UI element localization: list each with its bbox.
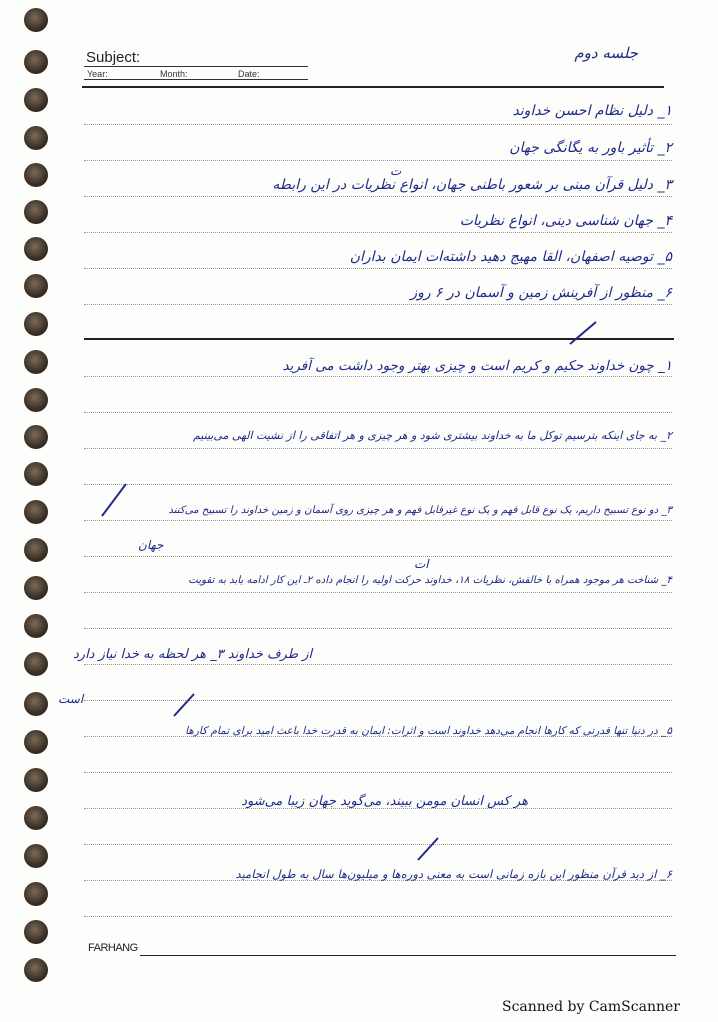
binding-hole — [24, 388, 48, 412]
answer-item: هر کس انسان مومن ببیند، می‌گوید جهان زیبا می‌شود — [241, 794, 528, 809]
question-item: ۵_ توصیه اصفهان، القا مهیج دهید داشته‌ات ایمان بداران — [349, 249, 672, 265]
date-label: Date: — [238, 69, 260, 79]
tick-mark — [170, 690, 200, 718]
binding-hole — [24, 163, 48, 187]
ruled-line — [84, 448, 672, 449]
header-rule — [82, 86, 664, 88]
binding-hole — [24, 730, 48, 754]
tick-mark — [566, 318, 606, 348]
notebook-brand: FARHANG — [88, 942, 138, 954]
margin-note: است — [58, 692, 84, 706]
ruled-line — [84, 304, 672, 305]
margin-note: ات — [414, 557, 429, 571]
binding-hole — [24, 958, 48, 982]
binding-hole — [24, 614, 48, 638]
binding-hole — [24, 200, 48, 224]
answer-item: ۲_ به جای اینکه بترسیم توکل ما به خداوند بیشتری شود و هر چیزی و هر اتفاقی را از نشیت الهی می‌بینیم — [193, 429, 672, 442]
ruled-line — [84, 196, 672, 197]
month-label: Month: — [160, 69, 188, 79]
binding-hole — [24, 692, 48, 716]
binding-hole — [24, 768, 48, 792]
binding-hole — [24, 88, 48, 112]
ruled-line — [84, 628, 672, 629]
binding-hole — [24, 538, 48, 562]
ruled-line — [84, 556, 672, 557]
footer-line — [140, 955, 676, 956]
answer-item: ۱_ چون خداوند حکیم و کریم است و چیزی بهتر وجود داشت می آفرید — [282, 358, 672, 374]
ruled-line — [84, 520, 672, 521]
answer-item: ۳_ دو نوع تسبیح داریم، یک نوع قابل فهم و یک نوع غیرقابل فهم و هر چیزی روی آسمان و زمین خداوند را تسبیح می‌کنند — [168, 505, 672, 516]
answer-item: از طرف خداوند ۳_ هر لحظه به خدا نیاز دارد — [73, 647, 313, 662]
ruled-line — [84, 412, 672, 413]
ruled-line — [84, 268, 672, 269]
margin-note: جهان — [138, 538, 164, 552]
ruled-line — [84, 916, 672, 917]
ruled-line — [84, 844, 672, 845]
binding-hole — [24, 500, 48, 524]
binding-hole — [24, 50, 48, 74]
session-title: جلسه دوم — [574, 44, 638, 62]
ruled-line — [84, 664, 672, 665]
binding-hole — [24, 237, 48, 261]
binding-hole — [24, 462, 48, 486]
ruled-line — [84, 484, 672, 485]
question-item: ۱_ دلیل نظام احسن خداوند — [512, 103, 672, 119]
binding-hole — [24, 350, 48, 374]
ruled-line — [84, 376, 672, 377]
scanner-watermark: Scanned by CamScanner — [502, 999, 680, 1015]
ruled-line — [84, 232, 672, 233]
binding-hole — [24, 8, 48, 32]
binding-hole — [24, 806, 48, 830]
meta-underline — [84, 79, 308, 80]
question-item: ۴_ جهان شناسی دینی، انواع نظریات — [459, 213, 672, 229]
ruled-line — [84, 124, 672, 125]
binding-hole — [24, 920, 48, 944]
tick-mark — [414, 834, 444, 864]
margin-note: ت — [390, 164, 402, 178]
question-item: ۶_ منظور از آفرینش زمین و آسمان در ۶ روز — [410, 285, 672, 301]
question-item: ۳_ دلیل قرآن مبنی بر شعور باطنی جهان، انواع نظریات در این رابطه — [272, 177, 672, 193]
binding-hole — [24, 274, 48, 298]
binding-hole — [24, 844, 48, 868]
ruled-line — [84, 160, 672, 161]
year-label: Year: — [87, 69, 108, 79]
answer-item: ۵_ در دنیا تنها قدرتی که کارها انجام می‌دهد خداوند است و اثرات: ایمان به قدرت خدا باعث امید برای تمام کارها — [185, 725, 672, 737]
binding-hole — [24, 312, 48, 336]
binding-hole — [24, 126, 48, 150]
binding-hole — [24, 652, 48, 676]
binding-hole — [24, 576, 48, 600]
ruled-line — [84, 592, 672, 593]
subject-label: Subject: — [86, 49, 141, 66]
tick-mark — [96, 480, 136, 520]
question-item: ۲_ تأثیر باور به یگانگی جهان — [509, 140, 672, 156]
answer-item: ۴_ شناخت هر موجود همراه با خالقش، نظریات ۱۸، خداوند حرکت اولیه را انجام داده ۲ـ این کار ادامه یابد به تقویت — [188, 575, 672, 586]
subject-underline — [84, 66, 308, 67]
binding-hole — [24, 882, 48, 906]
ruled-line — [84, 772, 672, 773]
answer-item: ۶_ از دید قرآن منظور این بازه زمانی است به معنی دوره‌ها و میلیون‌ها سال به طول انجامید — [235, 867, 672, 881]
binding-hole — [24, 425, 48, 449]
